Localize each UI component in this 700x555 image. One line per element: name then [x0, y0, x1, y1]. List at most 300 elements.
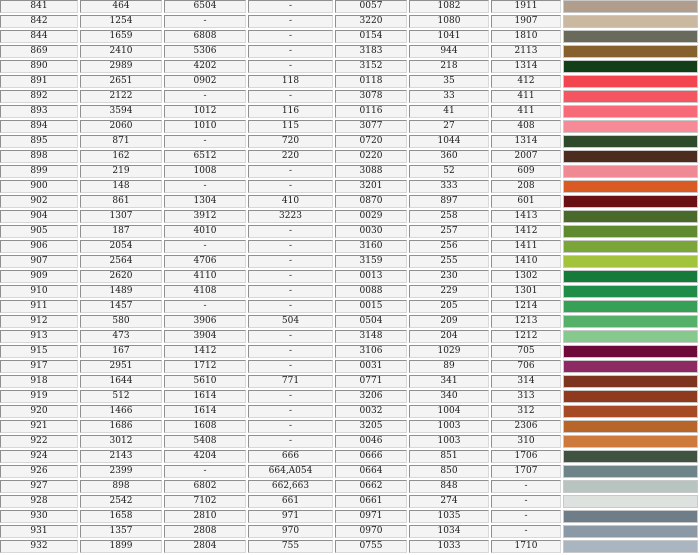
- table-cell-c6: 27: [409, 120, 489, 133]
- table-cell-c2: 1658: [80, 510, 162, 523]
- color-swatch: [563, 165, 698, 178]
- table-cell-c1: 844: [0, 30, 78, 43]
- table-cell-c1: 895: [0, 135, 78, 148]
- table-row: [0, 405, 698, 418]
- table-row: [0, 75, 698, 88]
- table-cell-c3: 6802: [164, 480, 246, 493]
- table-cell-c2: 187: [80, 225, 162, 238]
- table-cell-c5: 0032: [335, 405, 407, 418]
- table-cell-c1: 918: [0, 375, 78, 388]
- table-cell-c6: 333: [409, 180, 489, 193]
- table-cell-c1: 841: [0, 0, 78, 13]
- table-cell-c6: 850: [409, 465, 489, 478]
- table-row: [0, 180, 698, 193]
- color-swatch: [563, 540, 698, 553]
- table-cell-c4: -: [248, 45, 333, 58]
- table-cell-c2: 1307: [80, 210, 162, 223]
- table-cell-c1: 869: [0, 45, 78, 58]
- table-row: [0, 525, 698, 538]
- table-cell-c7: 601: [491, 195, 561, 208]
- table-cell-c1: 917: [0, 360, 78, 373]
- table-cell-c3: -: [164, 300, 246, 313]
- table-cell-c7: -: [491, 510, 561, 523]
- table-cell-c5: 0013: [335, 270, 407, 283]
- color-swatch: [563, 420, 698, 433]
- table-cell-c3: 4110: [164, 270, 246, 283]
- color-swatch: [563, 90, 698, 103]
- table-row: [0, 90, 698, 103]
- table-cell-c5: 0031: [335, 360, 407, 373]
- table-cell-c1: 842: [0, 15, 78, 28]
- table-cell-c7: 1214: [491, 300, 561, 313]
- table-cell-c7: 1411: [491, 240, 561, 253]
- table-cell-c1: 924: [0, 450, 78, 463]
- table-cell-c7: 1706: [491, 450, 561, 463]
- table-cell-c5: 3077: [335, 120, 407, 133]
- table-cell-c1: 930: [0, 510, 78, 523]
- table-cell-c4: 661: [248, 495, 333, 508]
- table-cell-c2: 2060: [80, 120, 162, 133]
- table-cell-c7: 412: [491, 75, 561, 88]
- color-swatch: [563, 15, 698, 28]
- table-cell-c7: 408: [491, 120, 561, 133]
- table-cell-c6: 851: [409, 450, 489, 463]
- color-swatch: [563, 135, 698, 148]
- table-cell-c2: 1899: [80, 540, 162, 553]
- table-cell-c6: 944: [409, 45, 489, 58]
- table-cell-c3: 2808: [164, 525, 246, 538]
- table-cell-c3: 6512: [164, 150, 246, 163]
- table-cell-c1: 902: [0, 195, 78, 208]
- table-cell-c4: -: [248, 240, 333, 253]
- table-cell-c2: 580: [80, 315, 162, 328]
- table-cell-c5: 3183: [335, 45, 407, 58]
- table-cell-c6: 1003: [409, 435, 489, 448]
- table-cell-c2: 2989: [80, 60, 162, 73]
- color-swatch: [563, 465, 698, 478]
- table-cell-c6: 1082: [409, 0, 489, 13]
- table-cell-c3: 5408: [164, 435, 246, 448]
- table-cell-c7: 1410: [491, 255, 561, 268]
- table-cell-c6: 1004: [409, 405, 489, 418]
- table-cell-c4: -: [248, 30, 333, 43]
- table-cell-c2: 167: [80, 345, 162, 358]
- color-swatch: [563, 345, 698, 358]
- table-cell-c2: 2951: [80, 360, 162, 373]
- table-cell-c4: -: [248, 420, 333, 433]
- table-cell-c6: 258: [409, 210, 489, 223]
- table-cell-c5: 0662: [335, 480, 407, 493]
- table-cell-c7: 1302: [491, 270, 561, 283]
- table-row: [0, 45, 698, 58]
- table-cell-c6: 340: [409, 390, 489, 403]
- table-row: [0, 345, 698, 358]
- table-row: [0, 300, 698, 313]
- table-cell-c4: 755: [248, 540, 333, 553]
- table-cell-c1: 913: [0, 330, 78, 343]
- table-cell-c1: 893: [0, 105, 78, 118]
- table-cell-c5: 0015: [335, 300, 407, 313]
- color-swatch: [563, 255, 698, 268]
- table-cell-c7: -: [491, 495, 561, 508]
- table-cell-c4: 666: [248, 450, 333, 463]
- color-swatch: [563, 330, 698, 343]
- table-cell-c7: 411: [491, 105, 561, 118]
- table-cell-c3: 1412: [164, 345, 246, 358]
- table-cell-c2: 1489: [80, 285, 162, 298]
- color-swatch: [563, 480, 698, 493]
- table-cell-c6: 1003: [409, 420, 489, 433]
- table-cell-c4: 664,A054: [248, 465, 333, 478]
- table-cell-c5: 3078: [335, 90, 407, 103]
- table-cell-c1: 898: [0, 150, 78, 163]
- table-cell-c3: 2810: [164, 510, 246, 523]
- table-cell-c3: -: [164, 240, 246, 253]
- table-cell-c4: -: [248, 330, 333, 343]
- table-cell-c7: 2007: [491, 150, 561, 163]
- table-cell-c6: 341: [409, 375, 489, 388]
- table-cell-c2: 1466: [80, 405, 162, 418]
- table-row: [0, 255, 698, 268]
- table-cell-c5: 0116: [335, 105, 407, 118]
- table-cell-c4: -: [248, 15, 333, 28]
- table-cell-c5: 0118: [335, 75, 407, 88]
- table-cell-c3: 1012: [164, 105, 246, 118]
- table-cell-c1: 899: [0, 165, 78, 178]
- color-swatch: [563, 60, 698, 73]
- table-cell-c5: 0720: [335, 135, 407, 148]
- table-cell-c2: 2399: [80, 465, 162, 478]
- table-cell-c7: 1212: [491, 330, 561, 343]
- table-cell-c3: 3904: [164, 330, 246, 343]
- table-cell-c6: 89: [409, 360, 489, 373]
- table-cell-c5: 3205: [335, 420, 407, 433]
- table-cell-c5: 3106: [335, 345, 407, 358]
- table-cell-c2: 512: [80, 390, 162, 403]
- table-cell-c5: 3159: [335, 255, 407, 268]
- table-cell-c6: 1034: [409, 525, 489, 538]
- table-cell-c6: 41: [409, 105, 489, 118]
- table-cell-c5: 0057: [335, 0, 407, 13]
- table-cell-c6: 35: [409, 75, 489, 88]
- table-cell-c7: 1707: [491, 465, 561, 478]
- table-row: [0, 420, 698, 433]
- table-cell-c4: 970: [248, 525, 333, 538]
- table-cell-c6: 33: [409, 90, 489, 103]
- table-cell-c1: 932: [0, 540, 78, 553]
- color-swatch: [563, 75, 698, 88]
- table-cell-c2: 2143: [80, 450, 162, 463]
- color-swatch: [563, 405, 698, 418]
- table-cell-c3: 3912: [164, 210, 246, 223]
- table-row: [0, 135, 698, 148]
- table-cell-c6: 256: [409, 240, 489, 253]
- table-row: [0, 120, 698, 133]
- table-cell-c7: 1710: [491, 540, 561, 553]
- table-cell-c5: 3152: [335, 60, 407, 73]
- table-cell-c3: 7102: [164, 495, 246, 508]
- table-row: [0, 0, 698, 13]
- table-cell-c2: 464: [80, 0, 162, 13]
- table-cell-c4: -: [248, 180, 333, 193]
- table-cell-c5: 0971: [335, 510, 407, 523]
- table-cell-c4: 3223: [248, 210, 333, 223]
- table-cell-c3: 1614: [164, 405, 246, 418]
- table-cell-c2: 1457: [80, 300, 162, 313]
- table-cell-c3: 1712: [164, 360, 246, 373]
- table-cell-c3: 4706: [164, 255, 246, 268]
- color-swatch: [563, 120, 698, 133]
- table-cell-c1: 919: [0, 390, 78, 403]
- table-cell-c4: 410: [248, 195, 333, 208]
- table-cell-c6: 1035: [409, 510, 489, 523]
- color-swatch: [563, 270, 698, 283]
- table-cell-c3: 1304: [164, 195, 246, 208]
- table-cell-c6: 848: [409, 480, 489, 493]
- table-cell-c2: 2620: [80, 270, 162, 283]
- table-cell-c5: 0029: [335, 210, 407, 223]
- table-cell-c7: 312: [491, 405, 561, 418]
- table-cell-c2: 861: [80, 195, 162, 208]
- table-row: [0, 510, 698, 523]
- table-cell-c3: -: [164, 180, 246, 193]
- table-cell-c4: -: [248, 225, 333, 238]
- table-cell-c7: 2113: [491, 45, 561, 58]
- table-cell-c2: 1686: [80, 420, 162, 433]
- table-cell-c1: 920: [0, 405, 78, 418]
- color-swatch: [563, 510, 698, 523]
- table-cell-c1: 894: [0, 120, 78, 133]
- table-cell-c5: 0661: [335, 495, 407, 508]
- table-cell-c6: 1033: [409, 540, 489, 553]
- table-row: [0, 15, 698, 28]
- table-cell-c5: 0154: [335, 30, 407, 43]
- table-cell-c6: 230: [409, 270, 489, 283]
- table-cell-c6: 52: [409, 165, 489, 178]
- table-cell-c2: 1357: [80, 525, 162, 538]
- table-cell-c5: 0220: [335, 150, 407, 163]
- table-cell-c2: 2564: [80, 255, 162, 268]
- table-row: [0, 285, 698, 298]
- table-cell-c1: 915: [0, 345, 78, 358]
- table-cell-c2: 148: [80, 180, 162, 193]
- table-cell-c7: 1907: [491, 15, 561, 28]
- table-cell-c2: 219: [80, 165, 162, 178]
- table-cell-c6: 360: [409, 150, 489, 163]
- color-swatch: [563, 495, 698, 508]
- table-row: [0, 150, 698, 163]
- table-cell-c2: 871: [80, 135, 162, 148]
- table-cell-c1: 910: [0, 285, 78, 298]
- table-cell-c4: -: [248, 90, 333, 103]
- table-cell-c4: -: [248, 390, 333, 403]
- table-cell-c1: 892: [0, 90, 78, 103]
- table-row: [0, 495, 698, 508]
- color-swatch: [563, 30, 698, 43]
- table-cell-c1: 906: [0, 240, 78, 253]
- table-row: [0, 330, 698, 343]
- table-cell-c4: 771: [248, 375, 333, 388]
- table-row: [0, 480, 698, 493]
- table-cell-c7: 1413: [491, 210, 561, 223]
- table-cell-c7: 609: [491, 165, 561, 178]
- table-cell-c4: -: [248, 300, 333, 313]
- table-cell-c5: 0504: [335, 315, 407, 328]
- table-cell-c6: 209: [409, 315, 489, 328]
- color-swatch: [563, 315, 698, 328]
- color-swatch: [563, 105, 698, 118]
- table-cell-c2: 1254: [80, 15, 162, 28]
- color-swatch: [563, 45, 698, 58]
- color-swatch: [563, 0, 698, 13]
- table-cell-c3: 4010: [164, 225, 246, 238]
- table-cell-c2: 2542: [80, 495, 162, 508]
- table-cell-c7: 313: [491, 390, 561, 403]
- table-cell-c1: 891: [0, 75, 78, 88]
- table-row: [0, 390, 698, 403]
- table-cell-c1: 928: [0, 495, 78, 508]
- table-cell-c6: 274: [409, 495, 489, 508]
- table-cell-c3: 0902: [164, 75, 246, 88]
- table-cell-c1: 911: [0, 300, 78, 313]
- table-row: [0, 315, 698, 328]
- table-cell-c7: -: [491, 525, 561, 538]
- table-cell-c7: 411: [491, 90, 561, 103]
- table-cell-c3: 6504: [164, 0, 246, 13]
- table-cell-c5: 0664: [335, 465, 407, 478]
- table-cell-c3: 1608: [164, 420, 246, 433]
- table-cell-c5: 0046: [335, 435, 407, 448]
- table-cell-c3: -: [164, 90, 246, 103]
- table-cell-c6: 255: [409, 255, 489, 268]
- table-cell-c2: 3594: [80, 105, 162, 118]
- table-cell-c6: 257: [409, 225, 489, 238]
- table-cell-c3: 1010: [164, 120, 246, 133]
- table-row: [0, 450, 698, 463]
- table-cell-c4: 115: [248, 120, 333, 133]
- table-cell-c5: 0030: [335, 225, 407, 238]
- table-cell-c4: -: [248, 285, 333, 298]
- table-row: [0, 240, 698, 253]
- table-cell-c5: 3206: [335, 390, 407, 403]
- table-cell-c2: 2651: [80, 75, 162, 88]
- table-cell-c4: 118: [248, 75, 333, 88]
- table-cell-c1: 921: [0, 420, 78, 433]
- color-swatch: [563, 180, 698, 193]
- color-swatch: [563, 195, 698, 208]
- table-cell-c4: 504: [248, 315, 333, 328]
- table-cell-c3: -: [164, 135, 246, 148]
- color-swatch: [563, 150, 698, 163]
- table-cell-c4: 116: [248, 105, 333, 118]
- table-cell-c6: 204: [409, 330, 489, 343]
- table-cell-c4: -: [248, 0, 333, 13]
- table-cell-c1: 905: [0, 225, 78, 238]
- table-cell-c4: -: [248, 345, 333, 358]
- table-cell-c1: 926: [0, 465, 78, 478]
- table-cell-c3: 4108: [164, 285, 246, 298]
- table-cell-c5: 0088: [335, 285, 407, 298]
- color-swatch: [563, 435, 698, 448]
- color-swatch: [563, 240, 698, 253]
- table-cell-c2: 1659: [80, 30, 162, 43]
- table-cell-c6: 1044: [409, 135, 489, 148]
- table-cell-c7: 706: [491, 360, 561, 373]
- table-cell-c6: 1041: [409, 30, 489, 43]
- table-cell-c7: 1301: [491, 285, 561, 298]
- table-row: [0, 270, 698, 283]
- table-cell-c6: 897: [409, 195, 489, 208]
- table-cell-c5: 3201: [335, 180, 407, 193]
- table-cell-c2: 2122: [80, 90, 162, 103]
- table-cell-c1: 900: [0, 180, 78, 193]
- table-cell-c7: 1213: [491, 315, 561, 328]
- table-cell-c5: 0970: [335, 525, 407, 538]
- table-cell-c7: 310: [491, 435, 561, 448]
- table-row: [0, 375, 698, 388]
- table-cell-c3: 4204: [164, 450, 246, 463]
- table-cell-c1: 922: [0, 435, 78, 448]
- table-cell-c5: 3148: [335, 330, 407, 343]
- table-cell-c3: -: [164, 15, 246, 28]
- table-cell-c3: 3906: [164, 315, 246, 328]
- color-swatch: [563, 375, 698, 388]
- table-cell-c5: 0870: [335, 195, 407, 208]
- color-swatch: [563, 225, 698, 238]
- table-row: [0, 210, 698, 223]
- table-cell-c7: 1314: [491, 135, 561, 148]
- table-cell-c2: 473: [80, 330, 162, 343]
- table-cell-c4: -: [248, 60, 333, 73]
- table-row: [0, 225, 698, 238]
- table-cell-c5: 3220: [335, 15, 407, 28]
- table-cell-c6: 205: [409, 300, 489, 313]
- table-cell-c1: 912: [0, 315, 78, 328]
- table-row: [0, 105, 698, 118]
- color-swatch: [563, 450, 698, 463]
- table-cell-c5: 0771: [335, 375, 407, 388]
- table-cell-c4: 720: [248, 135, 333, 148]
- table-cell-c2: 3012: [80, 435, 162, 448]
- table-cell-c2: 162: [80, 150, 162, 163]
- table-cell-c4: 971: [248, 510, 333, 523]
- table-cell-c6: 218: [409, 60, 489, 73]
- table-row: [0, 435, 698, 448]
- color-swatch: [563, 285, 698, 298]
- table-cell-c1: 927: [0, 480, 78, 493]
- table-cell-c7: 1810: [491, 30, 561, 43]
- table-cell-c1: 890: [0, 60, 78, 73]
- table-cell-c4: 662,663: [248, 480, 333, 493]
- table-cell-c7: -: [491, 480, 561, 493]
- table-cell-c4: -: [248, 405, 333, 418]
- table-cell-c6: 1029: [409, 345, 489, 358]
- table-cell-c3: 2804: [164, 540, 246, 553]
- table-cell-c7: 1412: [491, 225, 561, 238]
- color-swatch: [563, 300, 698, 313]
- table-cell-c3: -: [164, 465, 246, 478]
- table-cell-c5: 3088: [335, 165, 407, 178]
- color-swatch: [563, 525, 698, 538]
- table-cell-c7: 705: [491, 345, 561, 358]
- table-cell-c2: 2054: [80, 240, 162, 253]
- table-cell-c3: 1008: [164, 165, 246, 178]
- table-cell-c1: 904: [0, 210, 78, 223]
- table-row: [0, 465, 698, 478]
- table-cell-c1: 907: [0, 255, 78, 268]
- table-cell-c4: -: [248, 165, 333, 178]
- table-cell-c4: 220: [248, 150, 333, 163]
